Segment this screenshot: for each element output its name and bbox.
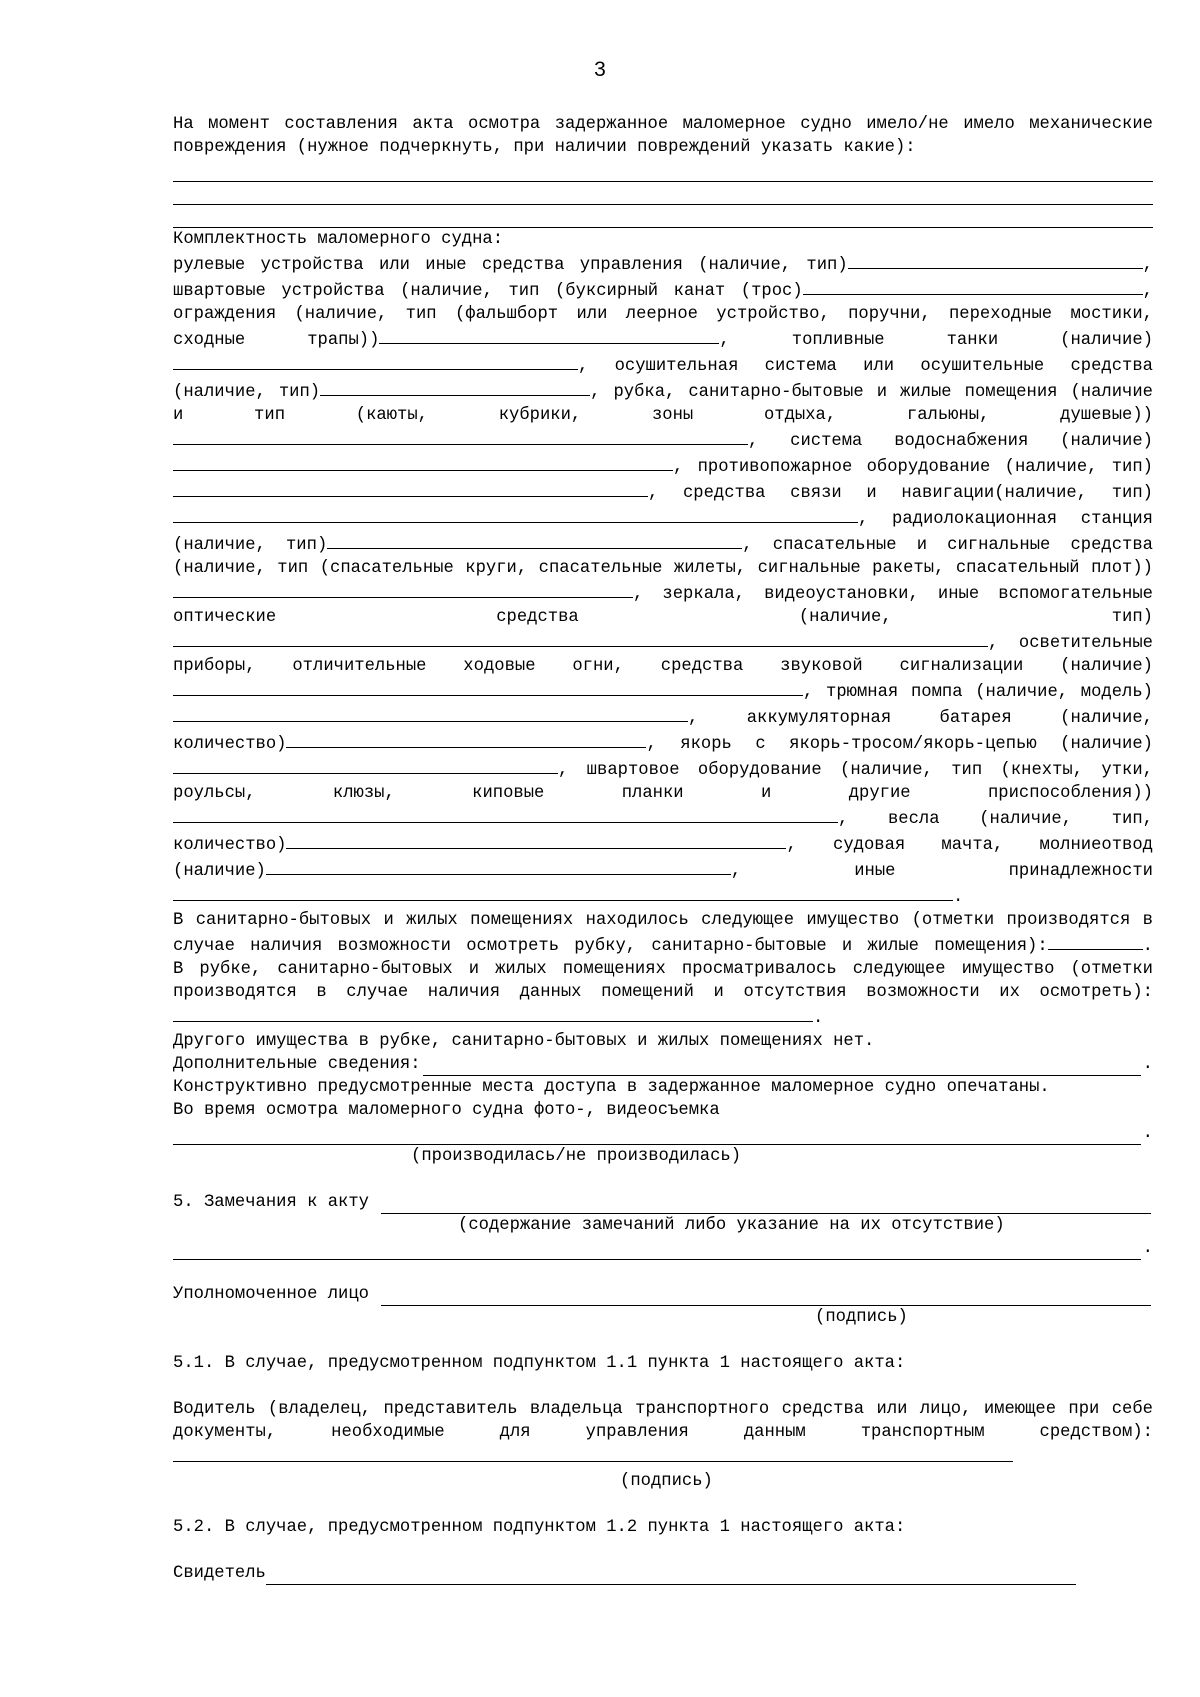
equipment-paragraph (173, 251, 1153, 909)
property-paragraph-2 (173, 958, 1153, 1030)
equipment-text-3: , ограждения (наличие, тип (фальшборт или леерное устройство, поручни, переходные мостики, сходные трапы)) (173, 282, 1153, 350)
equipment-text-17: , швартовое оборудование (наличие, тип (кнехты, утки, роульсы, клюзы, киповые планки и другие приспособления)) (173, 761, 1153, 803)
cabins-field[interactable] (173, 427, 748, 445)
property-field-1[interactable] (1048, 932, 1143, 950)
equipment-text-13: , осветительные приборы, отличительные ходовые огни, средства звуковой сигнализации (наличие) (173, 634, 1153, 676)
authorized-signature-field[interactable] (381, 1285, 1151, 1306)
authorized-caption: (подпись) (815, 1308, 908, 1327)
equipment-text-20: , иные принадлежности (730, 862, 1153, 881)
period: . (1142, 937, 1153, 956)
period: . (1142, 1239, 1153, 1258)
damage-line-2[interactable] (173, 182, 1153, 205)
remarks-row-2 (173, 1237, 1153, 1260)
rescue-means-field[interactable] (173, 580, 633, 598)
equipment-text-11: , спасательные и сигнальные средства (наличие, тип (спасательные круги, спасательные жилеты, сигнальные ракеты, спасательный плот)) (173, 536, 1154, 578)
equipment-text-15: , аккумуляторная батарея (наличие, количество) (173, 709, 1153, 754)
photo-video-caption: (производилась/не производилась) (411, 1147, 742, 1166)
equipment-text-18: , весла (наличие, тип, количество) (173, 810, 1153, 855)
equipment-text-16: , якорь с якорь-тросом/якорь-цепью (наличие) (646, 735, 1153, 754)
witness-row (173, 1562, 1078, 1585)
photo-video-row (173, 1122, 1153, 1145)
equipment-text-1: рулевые устройства или иные средства управления (наличие, тип) (173, 256, 848, 275)
witness-label: Свидетель (173, 1564, 266, 1583)
equipment-text-19: , судовая мачта, молниеотвод (наличие) (173, 836, 1153, 881)
equipment-text-4: , топливные танки (наличие) (719, 331, 1154, 350)
mooring-field[interactable] (173, 805, 838, 823)
navigation-field[interactable] (173, 505, 858, 523)
lights-field[interactable] (173, 678, 803, 696)
railings-field[interactable] (379, 326, 719, 344)
bilge-pump-field[interactable] (173, 704, 688, 722)
property-text-2: В рубке, санитарно-бытовых и жилых помещениях просматривалось следующее имущество (отметки производятся в случае наличия данных помещений и отсутствия возможности их осмотреть): (173, 960, 1153, 1002)
case-5-2-heading: 5.2. В случае, предусмотренном подпунктом 1.2 пункта 1 настоящего акта: (173, 1518, 906, 1537)
equipment-text-7: , система водоснабжения (наличие) (748, 432, 1153, 451)
property-paragraph-5: Конструктивно предусмотренные места доступа в задержанное маломерное судно опечатаны. (173, 1078, 1050, 1097)
additional-info-label: Дополнительные сведения: (173, 1055, 421, 1074)
equipment-text-5: , осушительная система или осушительные средства (наличие, тип) (173, 357, 1153, 402)
remarks-row (173, 1191, 1153, 1214)
drainage-field[interactable] (320, 378, 590, 396)
radar-field[interactable] (327, 531, 742, 549)
driver-caption: (подпись) (620, 1472, 713, 1491)
intro-paragraph: На момент составления акта осмотра задержанное маломерное судно имело/не имело механические повреждения (нужное подчеркнуть, при наличии повреждений указать какие): (173, 115, 1153, 157)
case-5-1-heading: 5.1. В случае, предусмотренном подпунктом 1.1 пункта 1 настоящего акта: (173, 1354, 906, 1373)
anchor-field[interactable] (173, 756, 558, 774)
driver-text: Водитель (владелец, представитель владельца транспортного средства или лицо, имеющее при себе документы, необходимые для управления данным транспортным средством): (173, 1400, 1153, 1442)
period: . (813, 1009, 824, 1028)
oars-field[interactable] (286, 831, 786, 849)
period: . (1142, 1124, 1153, 1143)
damage-line-1[interactable] (173, 159, 1153, 182)
driver-paragraph (173, 1398, 1153, 1470)
fire-equipment-field[interactable] (173, 479, 648, 497)
photo-video-field[interactable] (173, 1124, 1141, 1145)
remarks-label: 5. Замечания к акту (173, 1193, 369, 1212)
equipment-heading: Комплектность маломерного судна: (173, 230, 504, 249)
equipment-end: . (953, 888, 964, 907)
mast-field[interactable] (266, 857, 731, 875)
witness-field[interactable] (266, 1564, 1076, 1585)
authorized-row (173, 1283, 1153, 1306)
equipment-text-6: , рубка, санитарно-бытовые и жилые помещения (наличие и тип (каюты, кубрики, зоны отдыха, гальюны, душевые)) (173, 383, 1153, 425)
property-field-2[interactable] (173, 1004, 813, 1022)
document-body (173, 113, 1153, 1585)
page-number: 3 (594, 58, 606, 81)
equipment-text-8: , противопожарное оборудование (наличие, тип) (673, 458, 1153, 477)
water-supply-field[interactable] (173, 453, 673, 471)
additional-info-row (173, 1053, 1153, 1076)
driver-signature-field[interactable] (173, 1444, 1013, 1462)
equipment-text-10: , радиолокационная станция (наличие, тип) (173, 510, 1153, 555)
remarks-field-2[interactable] (173, 1239, 1141, 1260)
damage-line-3[interactable] (173, 205, 1153, 228)
optical-means-field[interactable] (173, 629, 988, 647)
equipment-text-14: , трюмная помпа (наличие, модель) (803, 683, 1153, 702)
remarks-caption: (содержание замечаний либо указание на их отсутствие) (458, 1216, 1005, 1235)
property-paragraph-1 (173, 909, 1153, 958)
remarks-field[interactable] (381, 1193, 1151, 1214)
authorized-label: Уполномоченное лицо (173, 1285, 369, 1304)
equipment-text-9: , средства связи и навигации(наличие, тип) (648, 484, 1153, 503)
steering-field[interactable] (848, 251, 1143, 269)
period: . (1142, 1055, 1153, 1074)
other-accessories-field[interactable] (173, 883, 953, 901)
equipment-text-2: , швартовые устройства (наличие, тип (буксирный канат (трос) (173, 256, 1153, 301)
property-text-1: В санитарно-бытовых и жилых помещениях находилось следующее имущество (отметки производятся в случае наличия возможности осмотреть рубку, санитарно-бытовые и жилые помещения): (173, 911, 1153, 956)
property-paragraph-6: Во время осмотра маломерного судна фото-, видеосъемка (173, 1101, 720, 1120)
additional-info-field[interactable] (423, 1055, 1141, 1076)
tow-rope-field[interactable] (803, 277, 1143, 295)
battery-field[interactable] (286, 730, 646, 748)
fuel-tanks-field[interactable] (173, 352, 578, 370)
property-paragraph-3: Другого имущества в рубке, санитарно-бытовых и жилых помещениях нет. (173, 1032, 875, 1051)
equipment-text-12: , зеркала, видеоустановки, иные вспомогательные оптические средства (наличие, тип) (173, 585, 1153, 627)
